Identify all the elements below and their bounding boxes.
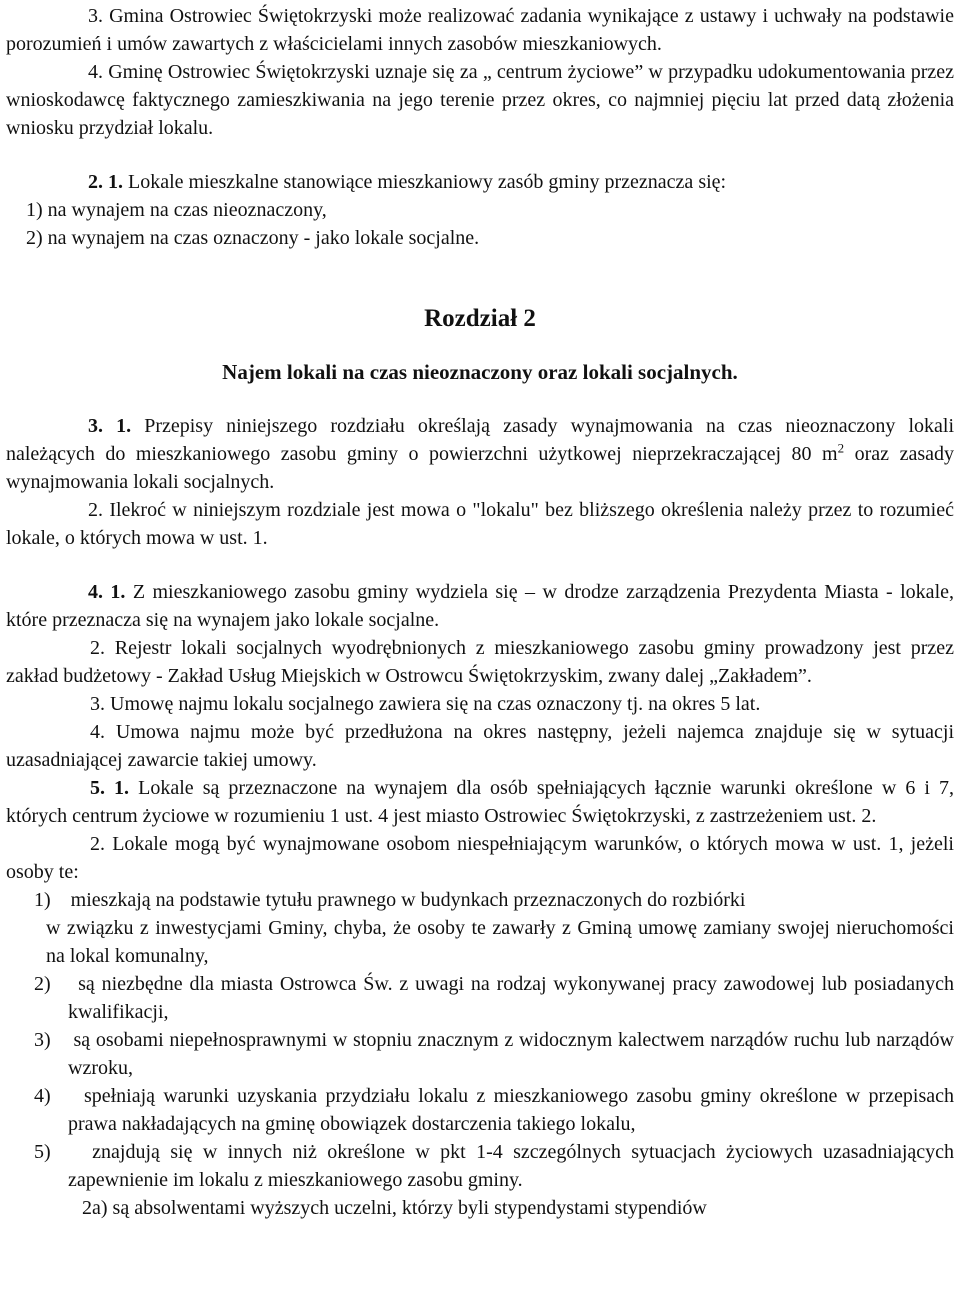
- section-2: [6, 168, 954, 252]
- section-4-text: Z mieszkaniowego zasobu gminy wydziela się – w drodze zarządzenia Prezydenta Miasta - lokale, które przeznacza się na wynajem jako lokale socjalne.: [6, 581, 954, 631]
- condition-2-number: 2): [34, 973, 51, 995]
- section-2-item-1: 1) na wynajem na czas nieoznaczony,: [26, 199, 327, 221]
- paragraph-1-3: 3. Gmina Ostrowiec Świętokrzyski może realizować zadania wynikające z ustawy i uchwały na podstawie porozumień i umów zawartych z właścicielami innych zasobów mieszkaniowych.: [6, 5, 954, 55]
- section-4-paragraph-3: 3. Umowę najmu lokalu socjalnego zawiera się na czas oznaczony tj. na okres 5 lat.: [90, 693, 761, 715]
- condition-5: [28, 1138, 954, 1194]
- condition-4-number: 4): [34, 1085, 51, 1107]
- condition-4: [28, 1082, 954, 1138]
- section-5-number: 5. 1.: [90, 777, 130, 799]
- condition-2-text: są niezbędne dla miasta Ostrowca Św. z uwagi na rodzaj wykonywanej pracy zawodowej lub posiadanych kwalifikacji,: [68, 973, 954, 1023]
- condition-1-number: 1): [34, 889, 51, 911]
- section-3-paragraph-1: [6, 412, 954, 496]
- condition-1-continued: w związku z inwestycjami Gminy, chyba, że osoby te zawarły z Gminą umowę zamiany swojej nieruchomości na lokal komunalny,: [46, 917, 954, 967]
- condition-4-text: spełniają warunki uzyskania przydziału lokalu z mieszkaniowego zasobu gminy określone w przepisach prawa nakładających na gminę obowiązek dostarczenia takiego lokalu,: [68, 1085, 955, 1135]
- condition-5-number: 5): [34, 1141, 51, 1163]
- section-2-lead: Lokale mieszkalne stanowiące mieszkaniowy zasób gminy przeznacza się:: [123, 171, 727, 193]
- condition-5-text: znajdują się w innych niż określone w pkt 1-4 szczególnych sytuacjach życiowych uzasadniających zapewnienie im lokalu z mieszkaniowego zasobu gminy.: [68, 1141, 955, 1191]
- section-5-paragraph-2: 2. Lokale mogą być wynajmowane osobom niespełniającym warunków, o których mowa w ust. 1, jeżeli osoby te:: [6, 833, 954, 883]
- paragraph-1-4: 4. Gminę Ostrowiec Świętokrzyski uznaje się za „ centrum życiowe” w przypadku udokumentowania przez wnioskodawcę faktycznego zamieszkiwania na jego terenie przez okres, co najmniej pięciu lat przed datą złożenia wniosku przydział lokalu.: [6, 61, 954, 139]
- section-4-number: 4. 1.: [88, 581, 126, 603]
- condition-1-text: mieszkają na podstawie tytułu prawnego w budynkach przeznaczonych do rozbiórki: [70, 889, 746, 911]
- chapter-title: Najem lokali na czas nieoznaczony oraz lokali socjalnych.: [222, 360, 738, 384]
- condition-2a: 2a) są absolwentami wyższych uczelni, którzy byli stypendystami stypendiów: [82, 1197, 707, 1219]
- section-4-paragraph-2: 2. Rejestr lokali socjalnych wyodrębnionych z mieszkaniowego zasobu gminy prowadzony jest przez zakład budżetowy - Zakład Usług Miejskich w Ostrowcu Świętokrzyskim, zwany dalej „Zakładem”.: [6, 637, 954, 687]
- section-2-text: [26, 168, 954, 196]
- section-4-paragraph-1: [6, 578, 954, 634]
- section-4-paragraph-4: 4. Umowa najmu może być przedłużona na okres następny, jeżeli najemca znajduje się w sytuacji uzasadniającej zawarcie takiej umowy.: [6, 721, 954, 771]
- section-3-paragraph-2: 2. Ilekroć w niniejszym rozdziale jest mowa o "lokalu" bez bliższego określenia należy przez to rozumieć lokale, o których mowa w ust. 1.: [6, 499, 954, 549]
- section-2-number: 2. 1.: [88, 171, 123, 193]
- section-3-text-a: Przepisy niniejszego rozdziału określają zasady wynajmowania na czas nieoznaczony lokali należących do mieszkaniowego zasobu gminy o powierzchni użytkowej nieprzekraczającej 80 m: [6, 415, 955, 465]
- condition-1: [28, 886, 954, 914]
- condition-3-text: są osobami niepełnosprawnymi w stopniu znacznym z widocznym kalectwem narządów ruchu lub narządów wzroku,: [68, 1029, 954, 1079]
- section-3-number: 3. 1.: [88, 415, 132, 437]
- section-5-paragraph-1: [6, 774, 954, 830]
- superscript-2: 2: [837, 440, 845, 456]
- section-5-text: Lokale są przeznaczone na wynajem dla osób spełniających łącznie warunki określone w 6 i 7, których centrum życiowe w rozumieniu 1 ust. 4 jest miasto Ostrowiec Świętokrzyski, z zastrzeżeniem ust. 2.: [6, 777, 955, 827]
- condition-2: [28, 970, 954, 1026]
- section-2-item-2: 2) na wynajem na czas oznaczony - jako lokale socjalne.: [26, 227, 480, 249]
- section-3-text-b: oraz zasady wynajmowania lokali socjalnych.: [6, 443, 954, 493]
- conditions-list: [6, 886, 954, 1194]
- chapter-heading: Rozdział 2: [424, 305, 536, 332]
- condition-3-number: 3): [34, 1029, 51, 1051]
- condition-3: [28, 1026, 954, 1082]
